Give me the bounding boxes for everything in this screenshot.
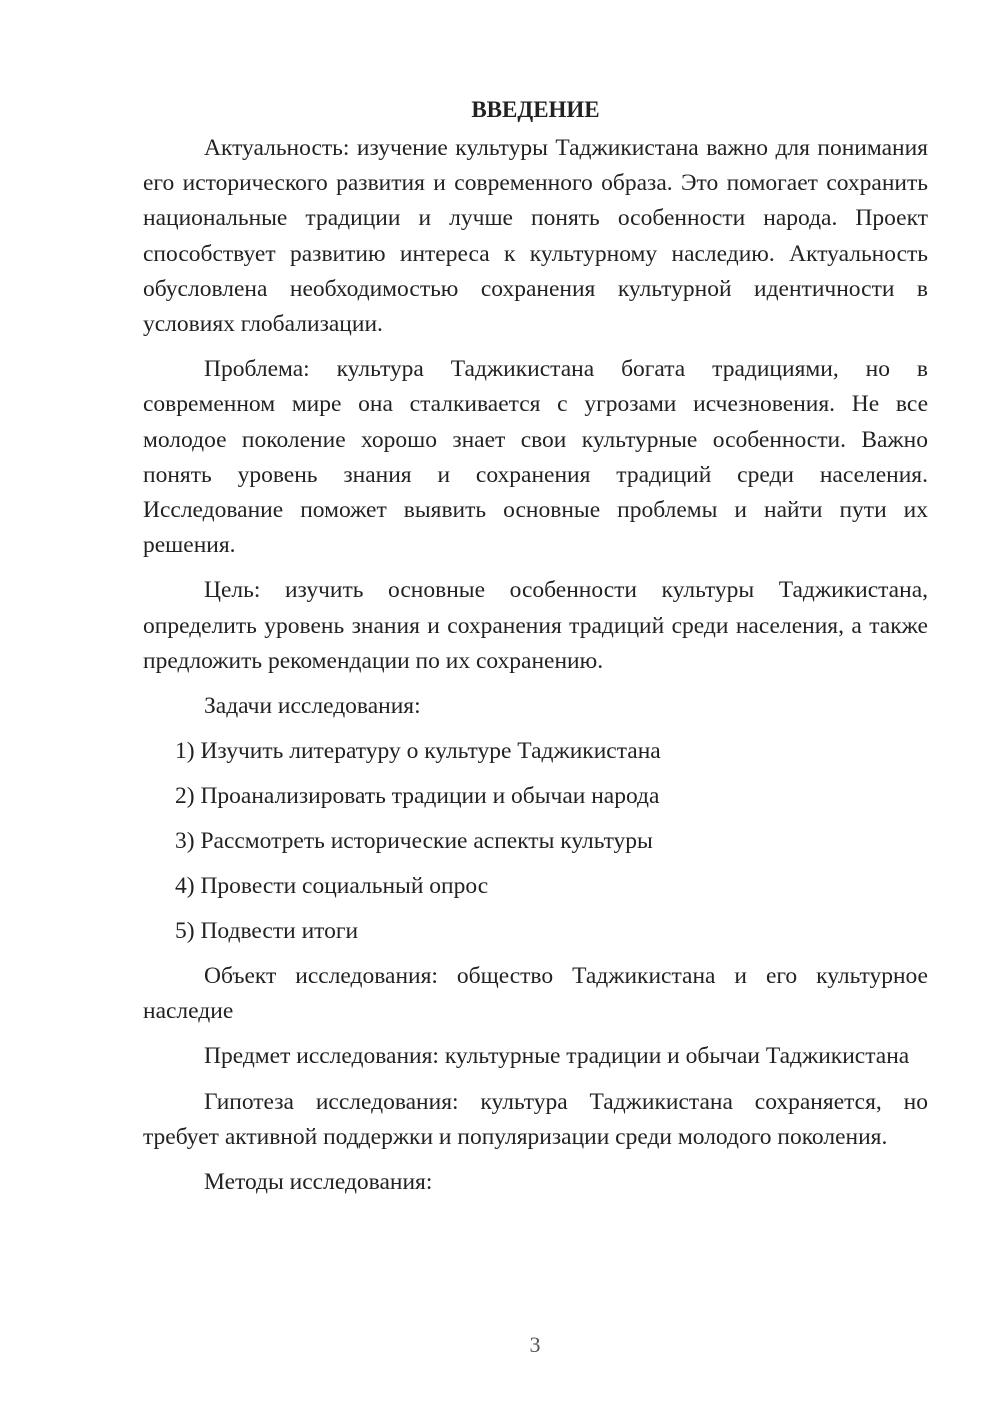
section-heading: ВВЕДЕНИЕ [471,97,600,122]
object-paragraph: Объект исследования: общество Таджикистана и его культурное наследие [143,963,928,1025]
task-item: 2) Проанализировать традиции и обычаи народа [175,783,660,810]
task-item: 4) Провести социальный опрос [175,873,489,900]
subject-paragraph: Предмет исследования: культурные традиции и обычаи Таджикистана [204,1043,910,1070]
task-item: 5) Подвести итоги [175,918,359,945]
document-page [143,92,928,1210]
methods-label: Методы исследования: [204,1169,433,1196]
problem-paragraph: Проблема: культура Таджикистана богата традициями, но в современном мире она сталкивается с угрозами исчезновения. Не все молодое поколение хорошо знает свои культурные особенности. Важно понять уровень знания и сохранения традиций среди населения. Исследование поможет выявить основные проблемы и найти пути их решения. [143,356,928,559]
task-item: 3) Рассмотреть исторические аспекты культуры [175,828,653,855]
goal-paragraph: Цель: изучить основные особенности культуры Таджикистана, определить уровень знания и сохранения традиций среди населения, а также предложить рекомендации по их сохранению. [143,577,928,674]
tasks-label: Задачи исследования: [204,693,421,720]
page-number: 3 [529,1332,541,1357]
relevance-paragraph: Актуальность: изучение культуры Таджикистана важно для понимания его исторического развития и современного образа. Это помогает сохранить национальные традиции и лучше понять особенности народа. Проект способствует развитию интереса к культурному наследию. Актуальность обусловлена необходимостью сохранения культурной идентичности в условиях глобализации. [143,135,928,338]
hypothesis-paragraph: Гипотеза исследования: культура Таджикистана сохраняется, но требует активной поддержки и популяризации среди молодого поколения. [143,1088,928,1150]
task-item: 1) Изучить литературу о культуре Таджикистана [175,738,661,765]
tasks-list [143,734,928,949]
